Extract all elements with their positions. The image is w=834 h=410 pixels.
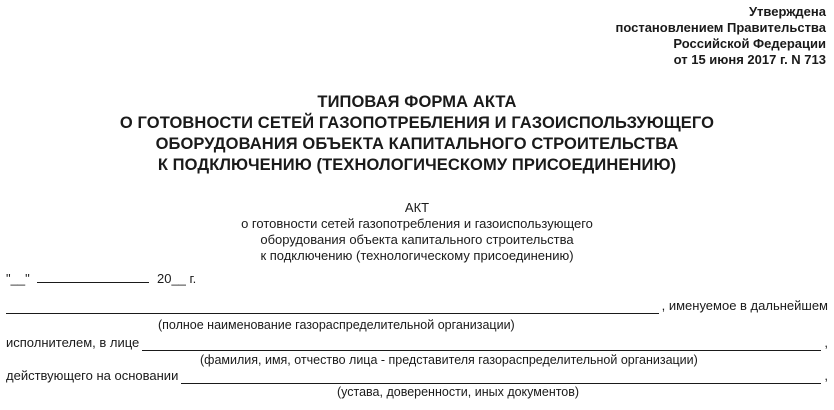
representative-row-suffix: , <box>824 335 828 350</box>
organization-name-caption: (полное наименование газораспределительной организации) <box>158 318 515 332</box>
form-title-line-4: К ПОДКЛЮЧЕНИЮ (ТЕХНОЛОГИЧЕСКОМУ ПРИСОЕДИНЕНИЮ) <box>157 156 677 174</box>
form-title-line-3: ОБОРУДОВАНИЯ ОБЪЕКТА КАПИТАЛЬНОГО СТРОИТЕЛЬСТВА <box>155 135 679 153</box>
date-line <box>6 270 196 287</box>
representative-name-caption: (фамилия, имя, отчество лица - представителя газораспределительной организации) <box>200 353 698 367</box>
representative-row-label: исполнителем, в лице <box>6 335 140 350</box>
representative-row <box>6 335 828 351</box>
basis-row-suffix: , <box>824 368 828 383</box>
date-year-blank: __ <box>171 271 186 286</box>
basis-document-field[interactable] <box>181 371 821 384</box>
representative-name-field[interactable] <box>142 338 821 351</box>
act-heading-line-2: о готовности сетей газопотребления и газоиспользующего <box>241 216 593 231</box>
basis-row <box>6 368 828 384</box>
date-year-prefix: 20 <box>156 271 172 286</box>
date-day-blank: __ <box>10 271 26 286</box>
organization-name-field[interactable] <box>6 301 659 314</box>
date-month-field[interactable] <box>37 270 149 283</box>
date-year-suffix: г. <box>185 271 197 286</box>
act-heading <box>0 200 834 264</box>
basis-document-caption: (устава, доверенности, иных документов) <box>337 385 580 399</box>
date-day-open-quote: " <box>6 271 11 286</box>
form-title-line-1: ТИПОВАЯ ФОРМА АКТА <box>317 93 517 111</box>
date-day-close-quote: " <box>25 271 30 286</box>
approval-line-2: постановлением Правительства <box>615 20 826 35</box>
act-heading-line-3: оборудования объекта капитального строительства <box>260 232 574 247</box>
approval-line-1: Утверждена <box>748 4 826 19</box>
organization-row-suffix: , именуемое в дальнейшем <box>661 298 828 313</box>
form-title <box>0 92 834 176</box>
organization-row <box>6 298 828 314</box>
approval-line-3: Российской Федерации <box>673 36 826 51</box>
form-title-line-2: О ГОТОВНОСТИ СЕТЕЙ ГАЗОПОТРЕБЛЕНИЯ И ГАЗОИСПОЛЬЗУЮЩЕГО <box>119 114 715 132</box>
basis-row-label: действующего на основании <box>6 368 179 383</box>
act-heading-line-4: к подключению (технологическому присоединению) <box>260 248 574 263</box>
approval-line-4: от 15 июня 2017 г. N 713 <box>673 52 826 67</box>
act-heading-line-1: АКТ <box>404 200 430 215</box>
approval-block <box>615 4 826 68</box>
